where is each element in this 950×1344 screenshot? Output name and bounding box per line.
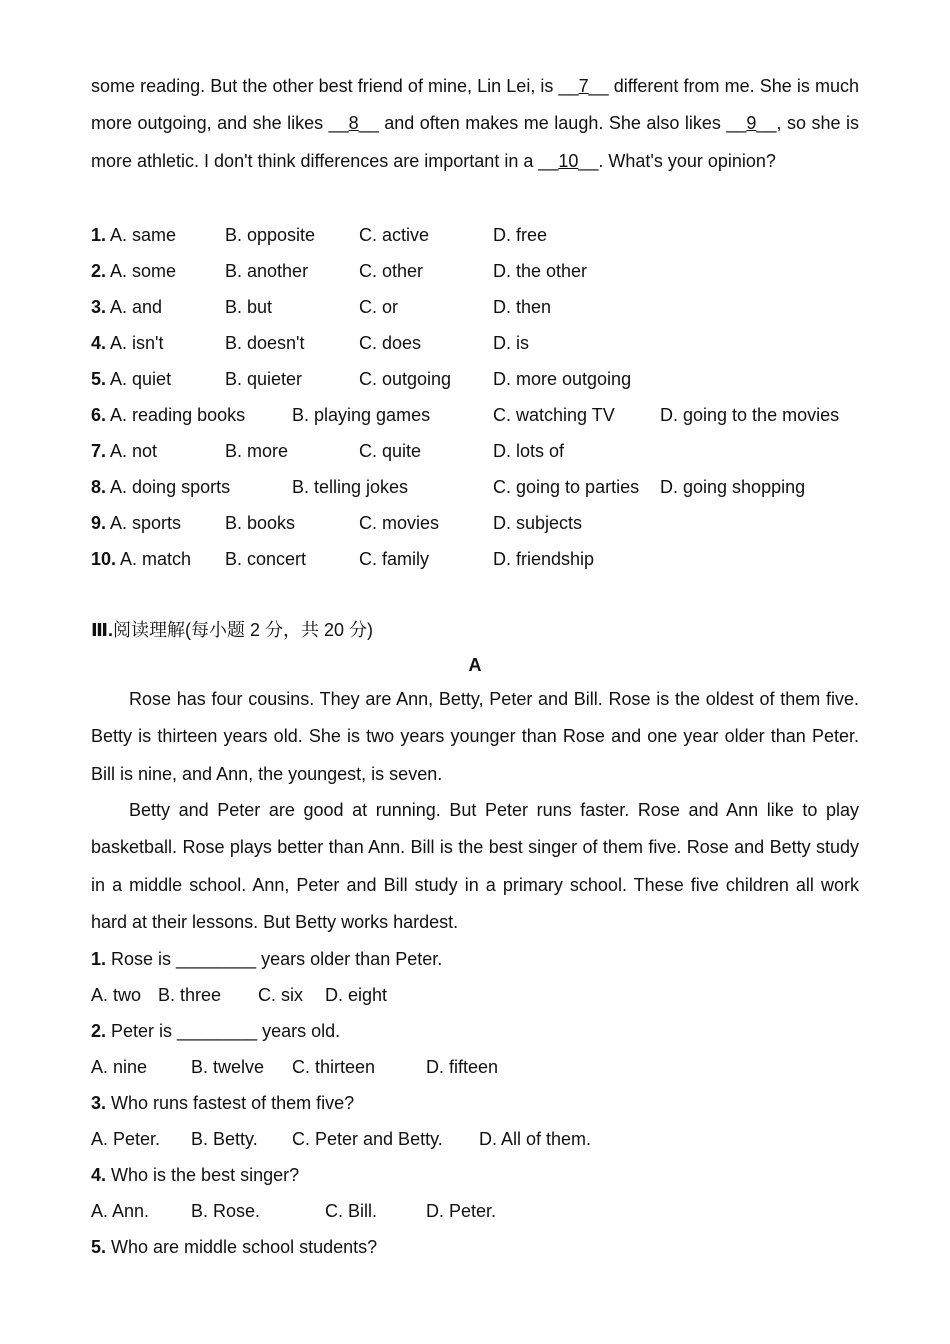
question-number: 9.	[91, 513, 107, 533]
option-a: A. and	[110, 297, 163, 317]
section-heading	[91, 617, 373, 643]
option-a: A. Ann.	[91, 1201, 150, 1221]
option-c: C. does	[359, 333, 422, 353]
option-b: B. concert	[225, 549, 307, 569]
reading-paragraph-1: Rose has four cousins. They are Ann, Betty, Peter and Bill. Rose is the oldest of them five. Betty is thirteen years old. She is two years younger than Rose and one year older than Peter. Bill is nine, and Ann, the youngest, is seven.	[91, 689, 859, 784]
section-number: Ⅲ.	[91, 620, 114, 640]
option-b: B. opposite	[225, 225, 316, 245]
question-number: 3.	[91, 297, 107, 317]
question-number: 6.	[91, 405, 107, 425]
option-c: C. going to parties	[493, 477, 640, 497]
option-a: A. some	[110, 261, 177, 281]
passage-text: __. What's your opinion?	[578, 150, 776, 171]
question-number: 8.	[91, 477, 107, 497]
option-b: B. twelve	[191, 1057, 265, 1077]
option-a: A. nine	[91, 1057, 148, 1077]
passage-label: A	[468, 655, 482, 675]
question-number: 4.	[91, 1165, 107, 1185]
option-d: D. Peter.	[426, 1201, 497, 1221]
question-number: 1.	[91, 225, 107, 245]
option-d: D. the other	[493, 261, 588, 281]
reading-question-4	[91, 1162, 299, 1188]
reading-question-3	[91, 1090, 354, 1116]
question-stem: Rose is ________ years older than Peter.	[106, 949, 443, 969]
option-b: B. telling jokes	[292, 477, 409, 497]
option-a: A. isn't	[110, 333, 164, 353]
question-number: 5.	[91, 369, 107, 389]
blank-8: 8	[348, 113, 359, 134]
blank-9: 9	[746, 113, 757, 134]
passage-text: __, so she is more athletic. I don't think differences are important in a __	[91, 113, 859, 171]
option-c: C. Peter and Betty.	[292, 1129, 443, 1149]
option-d: D. subjects	[493, 513, 583, 533]
option-b: B. Betty.	[191, 1129, 258, 1149]
option-c: C. movies	[359, 513, 440, 533]
option-c: C. thirteen	[292, 1057, 376, 1077]
option-b: B. doesn't	[225, 333, 305, 353]
option-c: C. watching TV	[493, 405, 615, 425]
option-a: A. quiet	[110, 369, 172, 389]
option-a: A. reading books	[110, 405, 246, 425]
option-c: C. Bill.	[325, 1201, 378, 1221]
passage-text: __ different from me. She is much more outgoing, and she likes __	[91, 76, 860, 134]
option-d: D. fifteen	[426, 1057, 499, 1077]
option-c: C. other	[359, 261, 424, 281]
question-stem: Who runs fastest of them five?	[106, 1093, 355, 1113]
option-b: B. another	[225, 261, 309, 281]
option-c: C. family	[359, 549, 430, 569]
question-number: 10.	[91, 549, 117, 569]
question-number: 1.	[91, 949, 107, 969]
passage-text: some reading. But the other best friend of mine, Lin Lei, is __	[91, 76, 579, 96]
option-d: D. free	[493, 225, 548, 245]
option-c: C. quite	[359, 441, 422, 461]
option-c: C. active	[359, 225, 430, 245]
blank-10: 10	[558, 150, 579, 171]
reading-question-2	[91, 1018, 340, 1044]
option-d: D. friendship	[493, 549, 595, 569]
option-d: D. more outgoing	[493, 369, 632, 389]
option-c: C. six	[258, 985, 303, 1005]
option-d: D. is	[493, 333, 529, 353]
option-b: B. quieter	[225, 369, 303, 389]
option-d: D. lots of	[493, 441, 565, 461]
option-b: B. more	[225, 441, 289, 461]
option-a: A. two	[91, 985, 142, 1005]
question-stem: Who is the best singer?	[106, 1165, 300, 1185]
option-a: A. Peter.	[91, 1129, 161, 1149]
reading-question-1	[91, 946, 442, 972]
option-d: D. eight	[325, 985, 388, 1005]
option-c: C. outgoing	[359, 369, 452, 389]
option-d: D. going to the movies	[660, 405, 840, 425]
option-d: D. going shopping	[660, 477, 806, 497]
question-number: 3.	[91, 1093, 107, 1113]
passage-text: __ and often makes me laugh. She also likes __	[358, 113, 747, 134]
reading-paragraph-2: Betty and Peter are good at running. But Peter runs faster. Rose and Ann like to play basketball. Rose plays better than Ann. Bill is the best singer of them five. Rose and Betty study in a middle school. Ann, Peter and Bill study in a primary school. These five children all work hard at their lessons. But Betty works hardest.	[91, 800, 859, 932]
question-number: 5.	[91, 1237, 107, 1257]
option-b: B. but	[225, 297, 273, 317]
question-stem: Who are middle school students?	[106, 1237, 378, 1257]
question-number: 4.	[91, 333, 107, 353]
section-title: 阅读理解(每小题 2 分，共 20 分)	[113, 620, 374, 640]
option-d: D. then	[493, 297, 552, 317]
blank-7: 7	[578, 76, 589, 96]
question-stem: Peter is ________ years old.	[106, 1021, 341, 1041]
option-a: A. not	[110, 441, 158, 461]
option-b: B. three	[158, 985, 222, 1005]
option-c: C. or	[359, 297, 399, 317]
question-number: 7.	[91, 441, 107, 461]
question-number: 2.	[91, 1021, 107, 1041]
option-b: B. playing games	[292, 405, 431, 425]
question-number: 2.	[91, 261, 107, 281]
option-d: D. All of them.	[479, 1129, 592, 1149]
option-b: B. Rose.	[191, 1201, 261, 1221]
option-a: A. same	[110, 225, 177, 245]
option-a: A. sports	[110, 513, 182, 533]
option-a: A. doing sports	[110, 477, 231, 497]
option-b: B. books	[225, 513, 296, 533]
option-a: A. match	[120, 549, 192, 569]
cloze-passage-ending	[91, 68, 859, 180]
reading-question-5	[91, 1234, 377, 1260]
